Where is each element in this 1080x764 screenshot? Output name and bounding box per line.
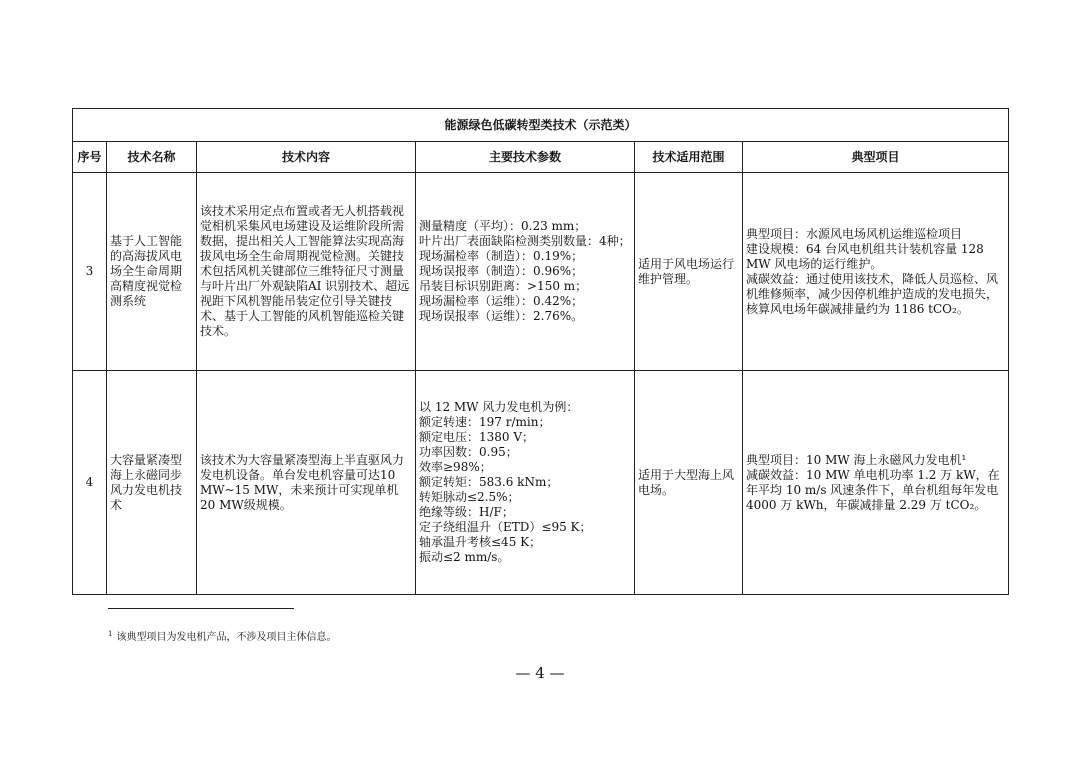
footnote	[108, 628, 336, 643]
param-line: 叶片出厂表面缺陷检测类别数量：4种；	[419, 234, 631, 248]
header-project: 典型项目	[743, 142, 1009, 173]
tech-scope: 适用于大型海上风电场。	[635, 371, 743, 595]
header-scope: 技术适用范围	[635, 142, 743, 173]
tech-name: 大容量紧凑型海上永磁同步风力发电机技术	[107, 371, 197, 595]
footnote-text: 该典型项目为发电机产品，不涉及项目主体信息。	[116, 632, 337, 643]
param-line: 以 12 MW 风力发电机为例：	[419, 400, 579, 414]
project-line: 典型项目：水源风电场风机运维巡检项目	[746, 226, 963, 241]
param-line: 定子绕组温升（ETD）≤95 K；	[419, 520, 592, 534]
project-line: 典型项目：10 MW 海上永磁风力发电机¹	[746, 452, 967, 467]
row-number: 3	[73, 173, 107, 371]
param-line: 功率因数：0.95；	[419, 445, 518, 459]
table-row	[73, 371, 1009, 595]
param-line: 现场漏检率（运维）：0.42%；	[419, 294, 584, 308]
header-num: 序号	[73, 142, 107, 173]
param-line: 现场误报率（运维）：2.76%。	[419, 309, 584, 323]
typical-project	[743, 371, 1009, 595]
project-line: 减碳效益：通过使用该技术，降低人员巡检、风机维修频率，减少因停机维护造成的发电损失，核算风电场年碳减排量约为 1186 tCO₂。	[746, 271, 999, 316]
table-caption: 能源绿色低碳转型类技术（示范类）	[73, 109, 1009, 142]
param-line: 转矩脉动≤2.5%；	[419, 490, 520, 504]
param-line: 效率≥98%；	[419, 460, 492, 474]
project-line: 建设规模：64 台风电机组共计装机容量 128 MW 风电场的运行维护。	[746, 241, 984, 271]
param-line: 绝缘等级：H/F；	[419, 505, 514, 519]
header-row	[73, 142, 1009, 173]
param-line: 额定转矩：583.6 kNm；	[419, 475, 559, 489]
param-line: 额定转速：197 r/min；	[419, 415, 551, 429]
header-content: 技术内容	[197, 142, 416, 173]
tech-name: 基于人工智能的高海拔风电场全生命周期高精度视觉检测系统	[107, 173, 197, 371]
param-line: 吊装目标识别距离：>150 m；	[419, 279, 588, 293]
param-line: 额定电压：1380 V；	[419, 430, 535, 444]
typical-project	[743, 173, 1009, 371]
param-line: 振动≤2 mm/s。	[419, 550, 510, 564]
param-line: 测量精度（平均）：0.23 mm；	[419, 219, 587, 233]
page-number: — 4 —	[515, 664, 565, 682]
param-line: 轴承温升考核≤45 K；	[419, 535, 542, 549]
technology-table	[72, 108, 1009, 595]
header-params: 主要技术参数	[416, 142, 635, 173]
footnote-mark: 1	[108, 629, 113, 638]
tech-params	[416, 173, 635, 371]
footnote-divider	[108, 608, 294, 609]
row-number: 4	[73, 371, 107, 595]
table-row	[73, 173, 1009, 371]
param-line: 现场误报率（制造）：0.96%；	[419, 264, 584, 278]
tech-params	[416, 371, 635, 595]
tech-scope: 适用于风电场运行维护管理。	[635, 173, 743, 371]
tech-content: 该技术为大容量紧凑型海上半直驱风力发电机设备。单台发电机容量可达10 MW~15 MW，未来预计可实现单机20 MW级规模。	[197, 371, 416, 595]
project-line: 减碳效益：10 MW 单电机功率 1.2 万 kW，在年平均 10 m/s 风速条件下，单台机组每年发电 4000 万 kWh，年碳减排量 2.29 万 tCO₂。	[746, 467, 1000, 512]
tech-content: 该技术采用定点布置或者无人机搭载视觉相机采集风电场建设及运维阶段所需数据，提出相关人工智能算法实现高海拔风电场全生命周期视觉检测。关键技术包括风机关键部位三维特征尺寸测量与叶片出厂外观缺陷AI 识别技术、超远视距下风机智能吊装定位引导关键技术、基于人工智能的风机智能巡检关键技术。	[197, 173, 416, 371]
header-name: 技术名称	[107, 142, 197, 173]
param-line: 现场漏检率（制造）：0.19%；	[419, 249, 584, 263]
